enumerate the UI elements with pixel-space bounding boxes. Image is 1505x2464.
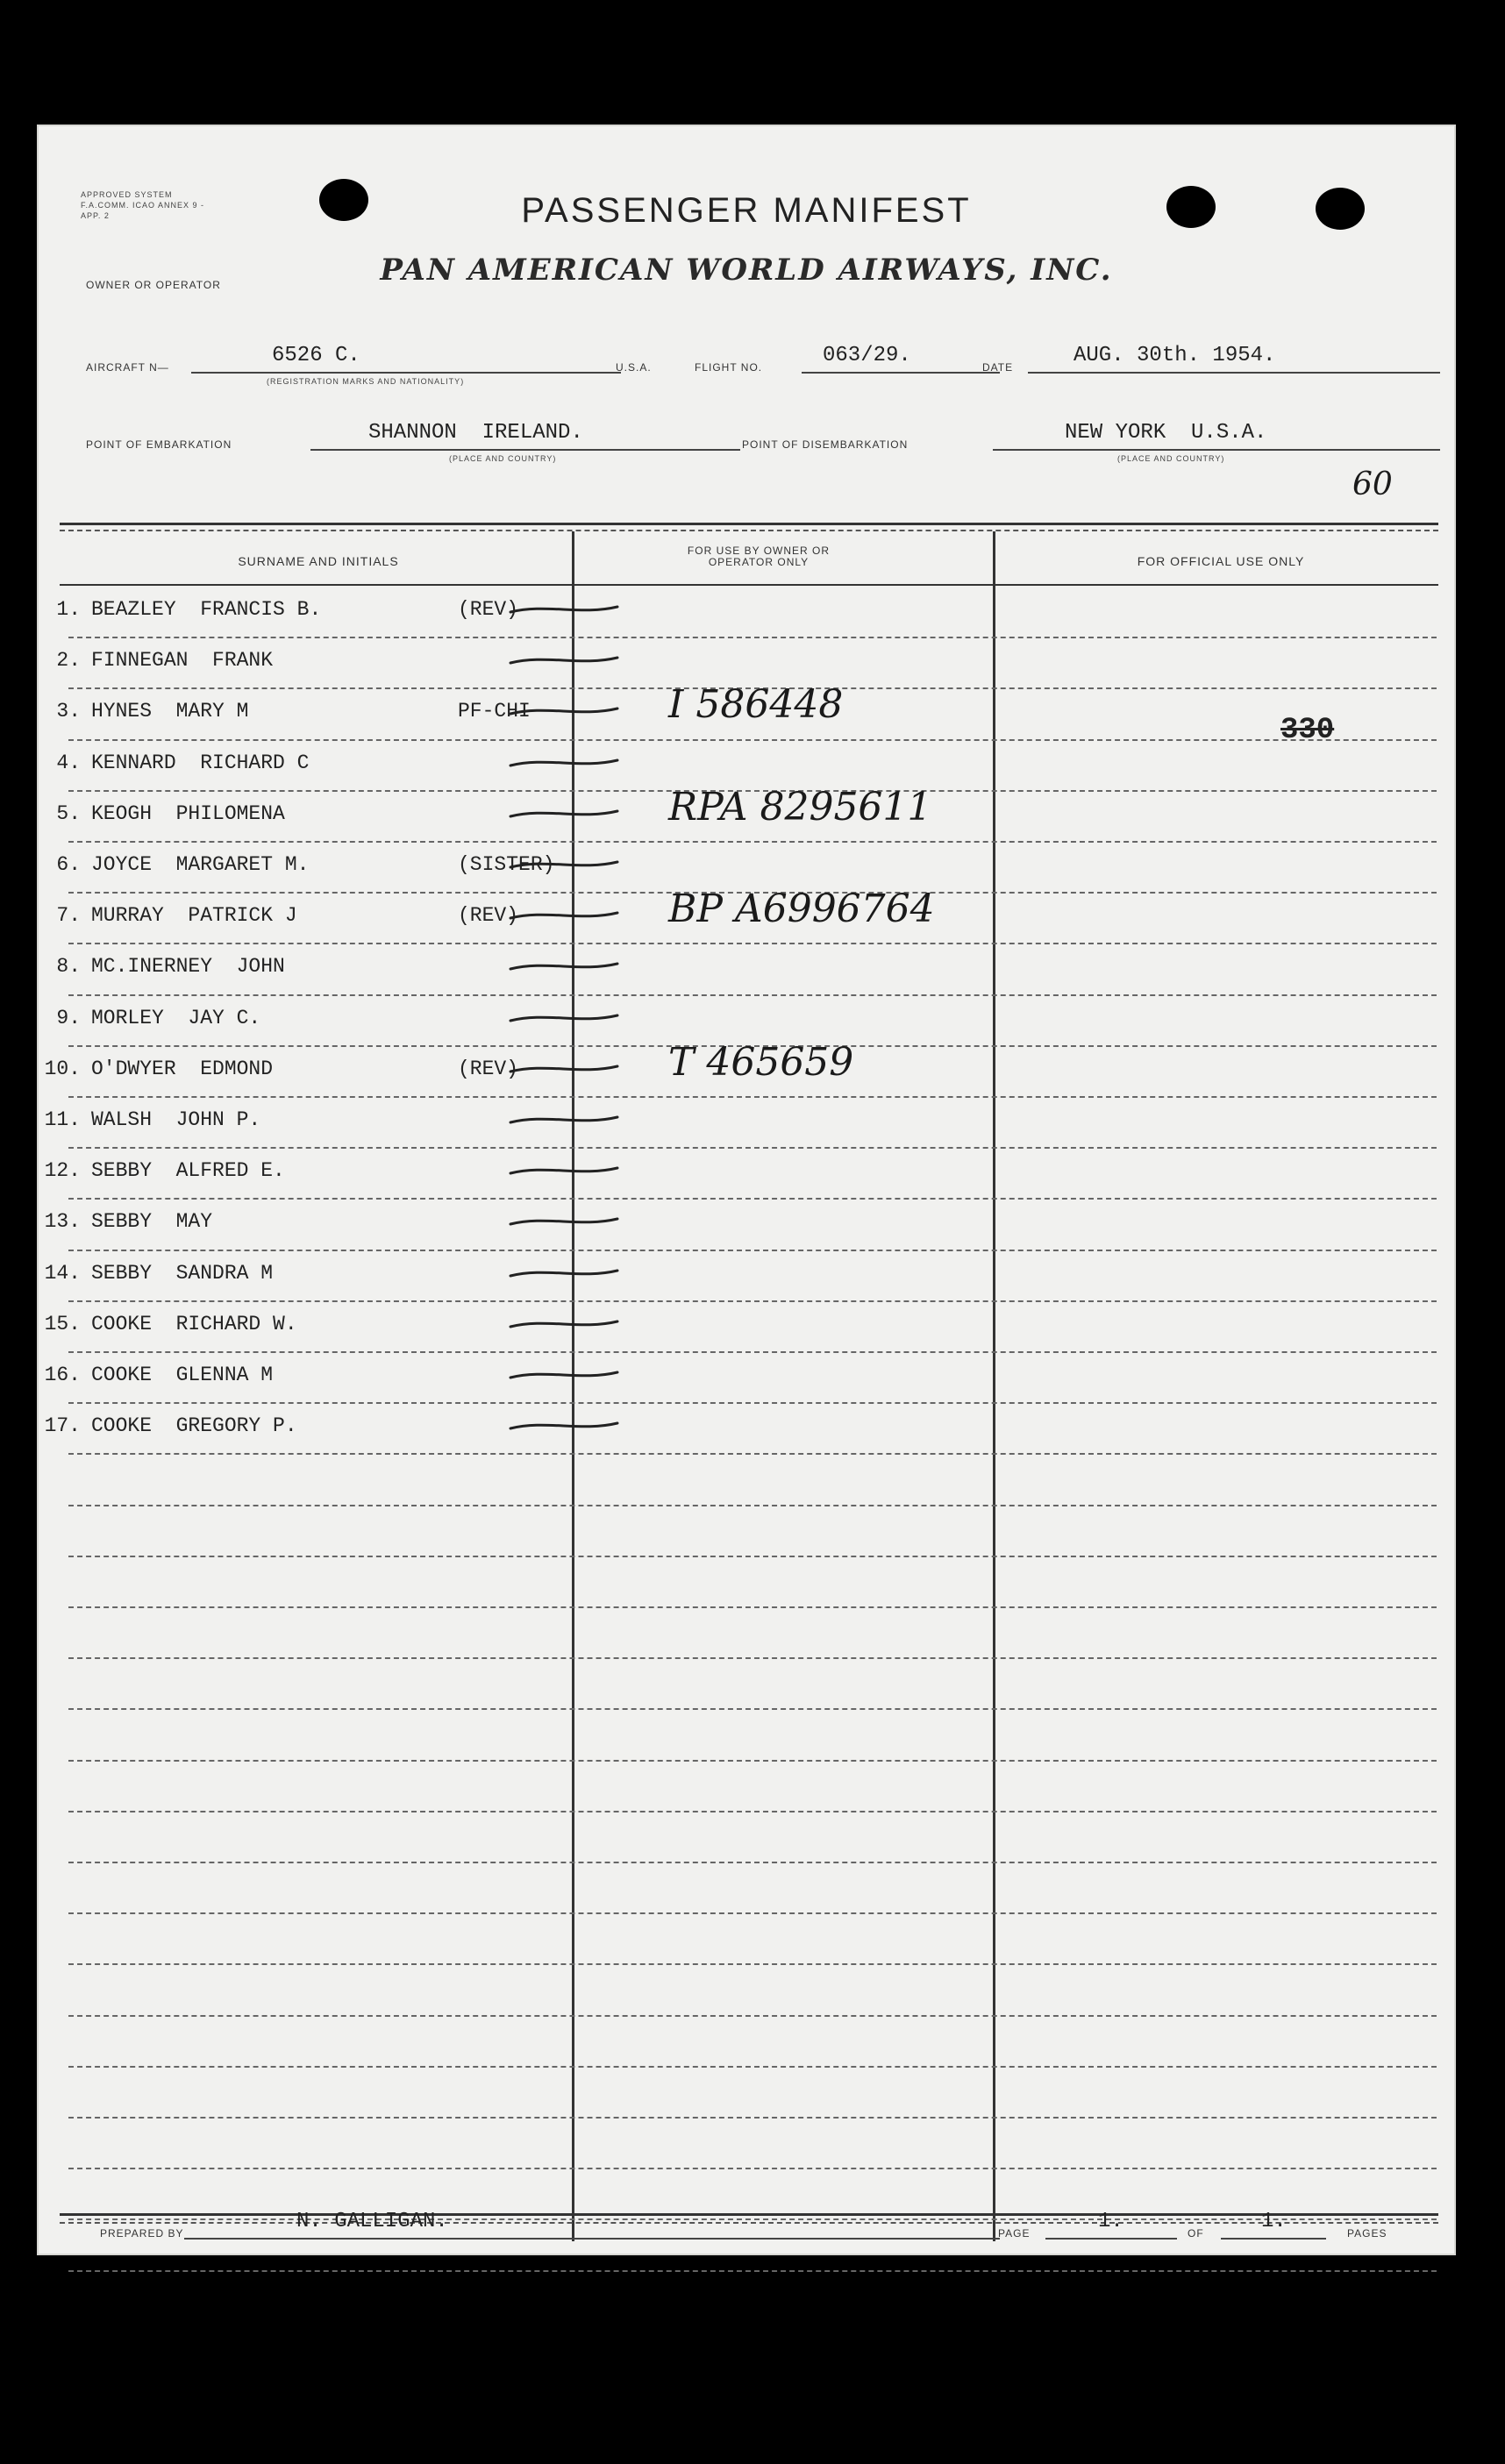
tick-mark [510,658,617,663]
passenger-name: COOKE RICHARD W. [91,1313,297,1335]
tick-mark [510,1219,617,1224]
official-use-entry: 330 [1280,714,1335,747]
passenger-note: (REV) [458,904,519,927]
column-divider-1 [572,531,574,2241]
manifest-sheet [37,125,1456,2255]
row-rule [68,2168,1437,2169]
row-rule [68,1351,1437,1353]
tick-mark [510,1117,617,1122]
passenger-number: 15. [44,1313,81,1335]
row-rule [68,2117,1437,2119]
passenger-number: 4. [56,751,81,774]
tick-mark [510,913,617,918]
passenger-number: 7. [56,904,81,927]
passenger-note: (REV) [458,598,519,621]
row-rule [68,1096,1437,1098]
row-rule [68,1300,1437,1302]
passenger-number: 1. [56,598,81,621]
corner-note: 60 [1352,466,1393,502]
tick-mark [510,811,617,816]
passenger-number: 13. [44,1210,81,1233]
passenger-number: 16. [44,1364,81,1386]
passenger-number: 5. [56,802,81,825]
row-rule [68,637,1437,638]
row-rule [68,1912,1437,1914]
tick-mark [510,1066,617,1072]
passenger-note: PF-CHI [458,700,531,723]
tick-mark [510,964,617,969]
country-label: U.S.A. [616,361,652,374]
row-rule [68,2218,1437,2220]
tick-mark [510,1015,617,1021]
page-number: 1. [1098,2210,1123,2233]
passenger-number: 8. [56,955,81,978]
row-rule [68,1505,1437,1506]
column-divider-2 [993,531,995,2241]
row-rule [68,2066,1437,2068]
passenger-name: BEAZLEY FRANCIS B. [91,598,322,621]
passenger-name: KENNARD RICHARD C [91,751,310,774]
passenger-name: SEBBY MAY [91,1210,213,1233]
date-label: DATE [982,361,1014,374]
passenger-name: COOKE GLENNA M [91,1364,274,1386]
page-label: PAGE [998,2227,1031,2240]
passenger-name: MC.INERNEY JOHN [91,955,285,978]
tick-mark [510,1321,617,1327]
passenger-number: 6. [56,853,81,876]
row-rule [68,1453,1437,1455]
approval-stamp: APPROVED SYSTEM F.A.COMM. ICAO ANNEX 9 - APP. 2 [81,190,205,220]
owner-label: OWNER OR OPERATOR [86,279,221,291]
passenger-name: WALSH JOHN P. [91,1108,261,1131]
row-rule [68,1811,1437,1812]
passenger-name: KEOGH PHILOMENA [91,802,285,825]
embark-label: POINT OF EMBARKATION [86,438,232,451]
passenger-name: SEBBY SANDRA M [91,1262,274,1285]
row-rule [68,1250,1437,1251]
passenger-name: MURRAY PATRICK J [91,904,297,927]
passenger-name: O'DWYER EDMOND [91,1058,274,1080]
passenger-name: JOYCE MARGARET M. [91,853,310,876]
row-rule [68,1198,1437,1200]
row-rule [68,1760,1437,1762]
row-rule [68,2270,1437,2272]
flight-label: FLIGHT NO. [695,361,763,374]
passenger-number: 3. [56,700,81,723]
passenger-name: FINNEGAN FRANK [91,649,274,672]
passenger-number: 2. [56,649,81,672]
owner-use-entry: T 465659 [668,1040,854,1085]
aircraft-label: AIRCRAFT N— [86,361,169,374]
passenger-name: HYNES MARY M [91,700,249,723]
row-rule [68,1963,1437,1965]
row-rule [68,1708,1437,1710]
passenger-number: 12. [44,1159,81,1182]
disembark-value: NEW YORK U.S.A. [1065,421,1267,445]
prepared-by-label: PREPARED BY [100,2227,184,2240]
column-header-owner: FOR USE BY OWNER OR OPERATOR ONLY [687,545,831,568]
owner-operator: PAN AMERICAN WORLD AIRWAYS, INC. [380,253,1113,288]
row-rule [68,1657,1437,1659]
passenger-name: SEBBY ALFRED E. [91,1159,285,1182]
column-header-names: SURNAME AND INITIALS [238,554,399,568]
passenger-note: (REV) [458,1058,519,1080]
aircraft-value: 6526 C. [272,344,360,367]
row-rule [68,1606,1437,1608]
row-rule [68,841,1437,843]
row-rule [68,1556,1437,1557]
passenger-number: 14. [44,1262,81,1285]
tick-mark [510,1372,617,1378]
disembark-label: POINT OF DISEMBARKATION [742,438,909,451]
row-rule [68,739,1437,741]
pages-label: PAGES [1347,2227,1387,2240]
passenger-number: 9. [56,1007,81,1029]
row-rule [68,1402,1437,1404]
row-rule [68,943,1437,944]
total-pages: 1. [1261,2210,1287,2233]
passenger-note: (SISTER) [458,853,555,876]
aircraft-sublabel: (REGISTRATION MARKS AND NATIONALITY) [267,377,465,386]
passenger-name: MORLEY JAY C. [91,1007,261,1029]
embark-value: SHANNON IRELAND. [368,421,583,445]
tick-mark [510,1423,617,1428]
column-header-official: FOR OFFICIAL USE ONLY [1137,554,1305,568]
row-rule [68,2015,1437,2017]
owner-use-entry: BP A6996764 [668,887,935,931]
prepared-by-value: N. GALLIGAN. [296,2210,448,2233]
date-value: AUG. 30th. 1954. [1073,344,1276,367]
page-title: PASSENGER MANIFEST [521,191,972,230]
row-rule [68,994,1437,996]
of-label: OF [1188,2227,1204,2240]
tick-mark [510,1271,617,1276]
passenger-number: 10. [44,1058,81,1080]
passenger-name: COOKE GREGORY P. [91,1414,297,1437]
tick-mark [510,1168,617,1173]
passenger-number: 11. [44,1108,81,1131]
row-rule [68,1147,1437,1149]
flight-value: 063/29. [823,344,911,367]
disembark-sublabel: (PLACE AND COUNTRY) [1117,454,1225,463]
tick-mark [510,760,617,766]
embark-sublabel: (PLACE AND COUNTRY) [449,454,557,463]
owner-use-entry: I 586448 [668,682,844,727]
passenger-number: 17. [44,1414,81,1437]
owner-use-entry: RPA 8295611 [668,785,932,830]
tick-mark [510,607,617,612]
row-rule [68,1862,1437,1863]
